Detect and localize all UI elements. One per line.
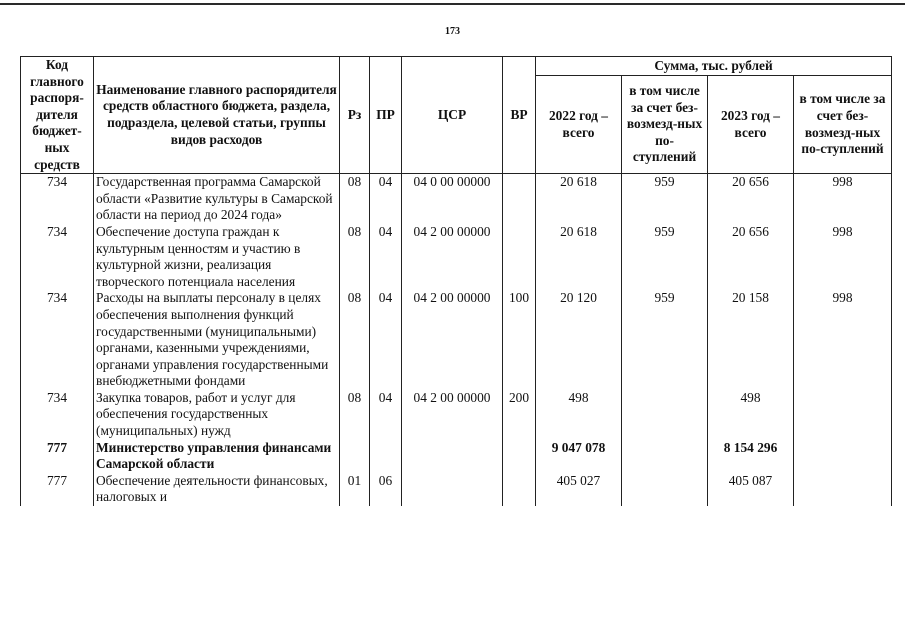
cell-sum-2022: 20 618 — [536, 224, 622, 290]
cell-code: 777 — [21, 473, 94, 506]
cell-name: Закупка товаров, работ и услуг для обеспечения государственных (муниципальных) нужд — [94, 390, 340, 440]
header-2023-gratuitous: в том числе за счет без-возмезд-ных по-ступлений — [794, 76, 892, 174]
cell-code: 734 — [21, 390, 94, 440]
cell-csr: 04 2 00 00000 — [402, 224, 503, 290]
cell-csr — [402, 473, 503, 506]
cell-vr — [503, 224, 536, 290]
cell-pr: 06 — [370, 473, 402, 506]
cell-sum-2023: 20 656 — [708, 174, 794, 224]
cell-pr: 04 — [370, 224, 402, 290]
cell-sum-2023: 8 154 296 — [708, 440, 794, 473]
cell-free-2023 — [794, 440, 892, 473]
cell-rz: 08 — [340, 224, 370, 290]
table-row-ministry — [21, 440, 892, 473]
header-pr: ПР — [370, 57, 402, 174]
cell-free-2022: 959 — [622, 224, 708, 290]
cell-name: Министерство управления финансами Самарской области — [94, 440, 340, 473]
cell-free-2022: 959 — [622, 290, 708, 390]
header-2022-total: 2022 год – всего — [536, 76, 622, 174]
cell-pr: 04 — [370, 174, 402, 224]
cell-sum-2022: 9 047 078 — [536, 440, 622, 473]
cell-name: Обеспечение доступа граждан к культурным ценностям и участию в культурной жизни, реализация творческого потенциала населения — [94, 224, 340, 290]
table-row — [21, 174, 892, 224]
cell-vr: 200 — [503, 390, 536, 440]
cell-name: Расходы на выплаты персоналу в целях обеспечения выполнения функций государственными (муниципальными) органами, казенными учреждениями, органами управления государственными внебюджетными фондами — [94, 290, 340, 390]
table-row — [21, 290, 892, 390]
table-row — [21, 390, 892, 440]
header-rz: Рз — [340, 57, 370, 174]
cell-csr — [402, 440, 503, 473]
cell-name: Государственная программа Самарской области «Развитие культуры в Самарской области на период до 2024 года» — [94, 174, 340, 224]
budget-table — [20, 56, 892, 506]
cell-name: Обеспечение деятельности финансовых, налоговых и — [94, 473, 340, 506]
cell-rz: 08 — [340, 390, 370, 440]
top-rule — [0, 3, 905, 5]
cell-code: 734 — [21, 174, 94, 224]
cell-code: 777 — [21, 440, 94, 473]
cell-code: 734 — [21, 290, 94, 390]
header-2022-gratuitous: в том числе за счет без-возмезд-ных по-ступлений — [622, 76, 708, 174]
cell-pr: 04 — [370, 390, 402, 440]
cell-free-2022 — [622, 473, 708, 506]
cell-sum-2023: 20 158 — [708, 290, 794, 390]
cell-sum-2023: 498 — [708, 390, 794, 440]
cell-code: 734 — [21, 224, 94, 290]
cell-vr — [503, 174, 536, 224]
cell-vr — [503, 473, 536, 506]
cell-free-2022: 959 — [622, 174, 708, 224]
cell-sum-2023: 20 656 — [708, 224, 794, 290]
cell-sum-2022: 498 — [536, 390, 622, 440]
cell-pr — [370, 440, 402, 473]
cell-free-2023 — [794, 473, 892, 506]
cell-csr: 04 0 00 00000 — [402, 174, 503, 224]
cell-csr: 04 2 00 00000 — [402, 290, 503, 390]
page-number: 173 — [445, 26, 460, 37]
cell-free-2023 — [794, 390, 892, 440]
cell-free-2023: 998 — [794, 174, 892, 224]
cell-pr: 04 — [370, 290, 402, 390]
cell-free-2022 — [622, 390, 708, 440]
cell-sum-2022: 405 027 — [536, 473, 622, 506]
header-name: Наименование главного распорядителя средств областного бюджета, раздела, подраздела, целевой статьи, группы видов расходов — [94, 57, 340, 174]
header-2023-total: 2023 год – всего — [708, 76, 794, 174]
header-sum-group: Сумма, тыс. рублей — [536, 57, 892, 76]
cell-vr — [503, 440, 536, 473]
cell-free-2023: 998 — [794, 290, 892, 390]
cell-vr: 100 — [503, 290, 536, 390]
cell-rz: 01 — [340, 473, 370, 506]
header-vr: ВР — [503, 57, 536, 174]
cell-rz — [340, 440, 370, 473]
table-row — [21, 224, 892, 290]
cell-free-2023: 998 — [794, 224, 892, 290]
header-row-top — [21, 57, 892, 76]
table-row — [21, 473, 892, 506]
cell-csr: 04 2 00 00000 — [402, 390, 503, 440]
cell-sum-2022: 20 120 — [536, 290, 622, 390]
cell-sum-2022: 20 618 — [536, 174, 622, 224]
cell-rz: 08 — [340, 290, 370, 390]
header-code: Код главного распоря-дителя бюджет-ных средств — [21, 57, 94, 174]
cell-sum-2023: 405 087 — [708, 473, 794, 506]
header-csr: ЦСР — [402, 57, 503, 174]
cell-free-2022 — [622, 440, 708, 473]
cell-rz: 08 — [340, 174, 370, 224]
